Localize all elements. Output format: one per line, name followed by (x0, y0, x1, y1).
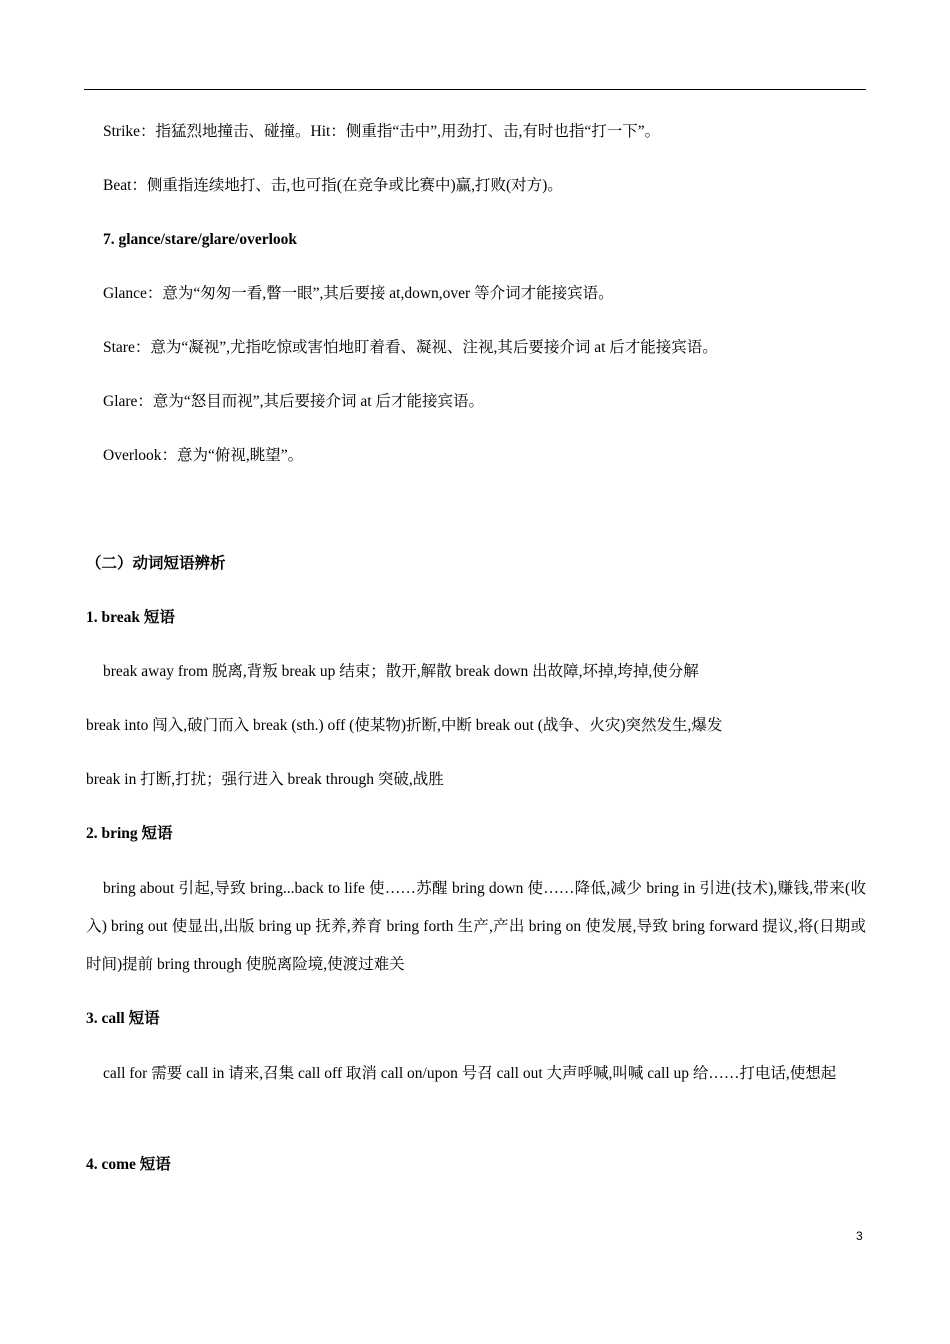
section-heading-phrases: （二）动词短语辨析 (86, 555, 226, 572)
come-phrases-heading: 4. come 短语 (86, 1156, 171, 1173)
stare-definition: Stare：意为“凝视”,尤指吃惊或害怕地盯着看、凝视、注视,其后要接介词 at 后才能接宾语。 (103, 339, 718, 356)
bring-phrases-paragraph: bring about 引起,导致 bring...back to life 使……苏醒 bring down 使……降低,减少 bring in 引进(技术),赚钱,带来(收入) bring out 使显出,出版 bring up 抚养,养育 bring forth 生产,产出 bring on 使发展,导致 bring forward 提议,将(日期或时间)提前 bring through 使脱离险境,使渡过难关 (86, 880, 866, 973)
bring-phrases-heading: 2. bring 短语 (86, 825, 173, 842)
glare-definition: Glare：意为“怒目而视”,其后要接介词 at 后才能接宾语。 (103, 393, 484, 410)
break-phrases-line-2: break into 闯入,破门而入 break (sth.) off (使某物)折断,中断 break out (战争、火灾)突然发生,爆发 (86, 717, 723, 734)
call-phrases-heading: 3. call 短语 (86, 1010, 160, 1027)
break-phrases-heading: 1. break 短语 (86, 609, 175, 626)
break-phrases-line-1: break away from 脱离,背叛 break up 结束；散开,解散 break down 出故障,坏掉,垮掉,使分解 (103, 663, 699, 680)
call-phrases-paragraph: call for 需要 call in 请来,召集 call off 取消 call on/upon 号召 call out 大声呼喊,叫喊 call up 给……打电话,使想起 (103, 1065, 837, 1082)
group7-heading: 7. glance/stare/glare/overlook (103, 231, 297, 248)
header-rule (84, 89, 866, 90)
overlook-definition: Overlook：意为“俯视,眺望”。 (103, 447, 304, 464)
glance-definition: Glance：意为“匆匆一看,瞥一眼”,其后要接 at,down,over 等介词才能接宾语。 (103, 285, 614, 302)
beat-definition: Beat：侧重指连续地打、击,也可指(在竞争或比赛中)赢,打败(对方)。 (103, 177, 563, 194)
break-phrases-line-3: break in 打断,打扰；强行进入 break through 突破,战胜 (86, 771, 444, 788)
strike-hit-definition: Strike：指猛烈地撞击、碰撞。Hit：侧重指“击中”,用劲打、击,有时也指“打一下”。 (103, 123, 661, 140)
page-number: 3 (856, 1229, 863, 1243)
